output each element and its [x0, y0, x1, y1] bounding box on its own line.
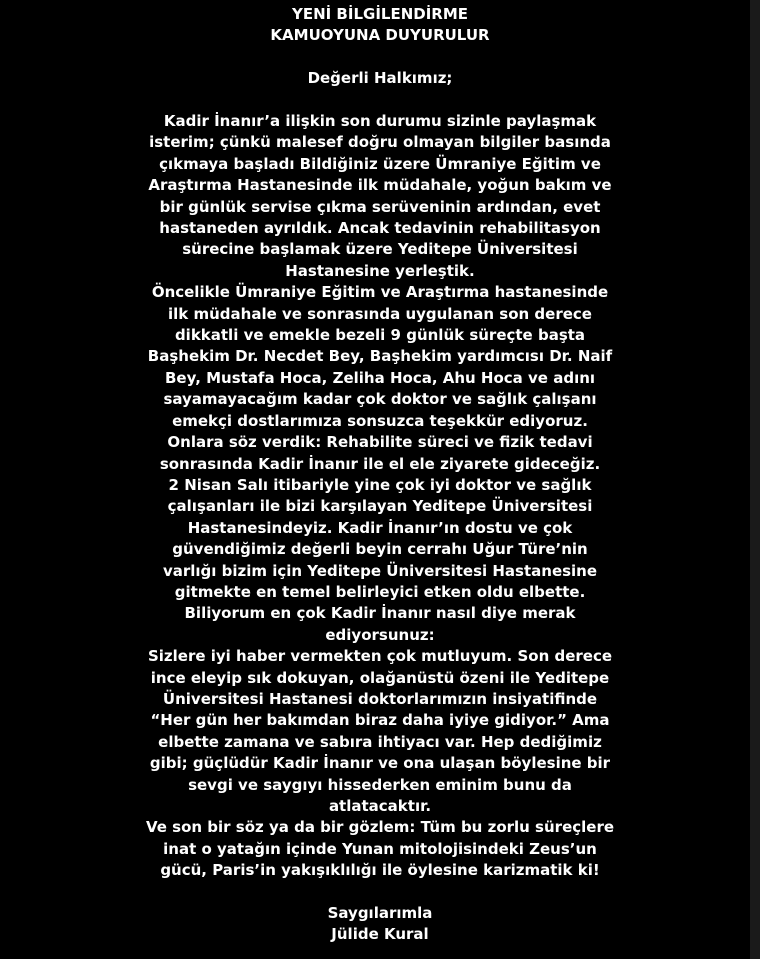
body-line: sevgi ve saygıyı hissederken eminim bunu da — [188, 775, 572, 794]
body-line: atlatacaktır. — [328, 797, 432, 815]
body-line: Öncelikle Ümraniye Eğitim ve Araştırma hastanesinde — [151, 283, 609, 302]
body-line: varlığı bizim için Yeditepe Üniversitesi Hastanesine — [162, 561, 598, 580]
right-edge — [750, 0, 760, 959]
body-line: çıkmaya başladı Bildiğiniz üzere Ümraniye Eğitim ve — [159, 154, 601, 173]
body-line: Biliyorum en çok Kadir İnanır nasıl diye merak — [184, 604, 576, 623]
body-line: 2 Nisan Salı itibariyle yine çok iyi doktor ve sağlık — [168, 475, 592, 494]
signature: Jülide Kural — [331, 925, 429, 944]
spacer — [112, 47, 648, 68]
body-line: ediyorsunuz: — [325, 625, 435, 644]
spacer — [112, 882, 648, 903]
body-line: Onlara söz verdik: Rehabilite süreci ve fizik tedavi — [167, 433, 593, 452]
body-line: elbette zamana ve sabıra ihtiyacı var. Hep dediğimiz — [158, 732, 602, 751]
body-line: gibi; güçlüdür Kadir İnanır ve ona ulaşan böylesine bir — [149, 754, 611, 773]
spacer — [112, 90, 648, 111]
body-line: Ve son bir söz ya da bir gözlem: Tüm bu zorlu süreçlere — [145, 818, 615, 837]
body-line: Sizlere iyi haber vermekten çok mutluyum. Son derece — [147, 647, 613, 666]
body-line: sonrasında Kadir İnanır ile el ele ziyarete gideceğiz. — [159, 454, 601, 473]
body-line: Bey, Mustafa Hoca, Zeliha Hoca, Ahu Hoca ve adını — [164, 368, 596, 387]
body-text — [112, 111, 648, 882]
greeting: Değerli Halkımız; — [307, 69, 453, 88]
body-line: inat o yatağın içinde Yunan mitolojisindeki Zeus’un — [163, 839, 597, 858]
body-line: bir günlük servise çıkma serüveninin ardından, evet — [159, 197, 601, 216]
announcement-document — [112, 4, 648, 946]
body-line: Kadir İnanır’a ilişkin son durumu sizinle paylaşmak — [163, 112, 597, 130]
body-line: çalışanları ile bizi karşılayan Yeditepe Üniversitesi — [167, 497, 593, 516]
header-line-2: KAMUOYUNA DUYURULUR — [270, 26, 490, 45]
body-line: hastaneden ayrıldık. Ancak tedavinin rehabilitasyon — [159, 219, 601, 238]
body-line: ince eleyip sık dokuyan, olağanüstü özeni ile Yeditepe — [150, 668, 610, 687]
body-line: gitmekte en temel belirleyici etken oldu elbette. — [174, 582, 586, 601]
header-line-1: YENİ BİLGİLENDİRME — [291, 5, 469, 23]
body-line: “Her gün her bakımdan biraz daha iyiye gidiyor.” Ama — [150, 711, 610, 730]
body-line: sayamayacağım kadar çok doktor ve sağlık çalışanı — [163, 390, 597, 409]
body-line: dikkatli ve emekle bezeli 9 günlük süreçte başta — [174, 326, 586, 345]
body-line: Hastanesine yerleştik. — [285, 261, 475, 280]
body-line: isterim; çünkü malesef doğru olmayan bilgiler basında — [149, 133, 611, 152]
body-line: gücü, Paris’in yakışıklılığı ile öylesine karizmatik ki! — [160, 861, 600, 880]
body-line: Hastanesindeyiz. Kadir İnanır’ın dostu ve çok — [187, 518, 573, 537]
body-line: ilk müdahale ve sonrasında uygulanan son derece — [168, 304, 592, 323]
closing: Saygılarımla — [327, 904, 433, 923]
body-line: sürecine başlamak üzere Yeditepe Üniversitesi — [182, 240, 578, 259]
body-line: güvendiğimiz değerli beyin cerrahı Uğur Türe’nin — [172, 540, 588, 559]
body-line: emekçi dostlarımıza sonsuzca teşekkür ediyoruz. — [172, 411, 588, 430]
body-line: Araştırma Hastanesinde ilk müdahale, yoğun bakım ve — [148, 176, 612, 195]
body-line: Üniversitesi Hastanesi doktorlarımızın insiyatifinde — [162, 689, 598, 708]
body-line: Başhekim Dr. Necdet Bey, Başhekim yardımcısı Dr. Naif — [147, 347, 613, 366]
